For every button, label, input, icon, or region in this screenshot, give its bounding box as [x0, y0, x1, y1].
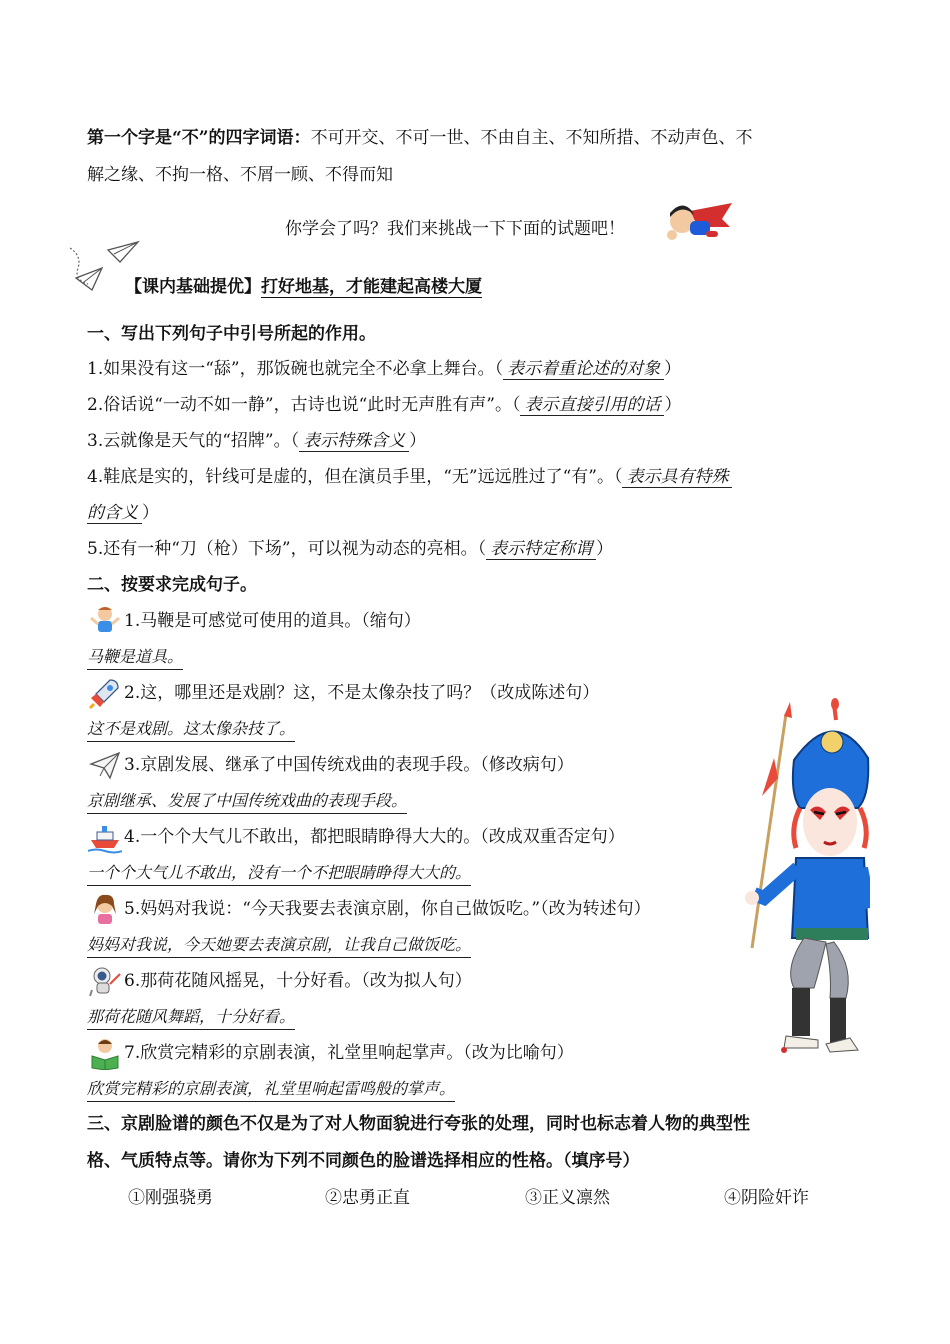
q1-answer-5: 表示特定称谓 [486, 539, 596, 560]
q1-answer-4: 表示具有特殊 [622, 467, 732, 488]
child-icon [88, 604, 122, 638]
intro-title: 第一个字是“不”的四字词语： [87, 128, 311, 148]
q1-item-1: 1.如果没有这一“舔”，那饭碗也就完全不必拿上舞台。（ 表示着重论述的对象 ） [87, 359, 682, 379]
q2-item-1: 1.马鞭是可感觉可使用的道具。（缩句） [124, 611, 421, 631]
reading-child-icon [88, 1036, 122, 1070]
intro-line-1 [87, 126, 753, 150]
peking-opera-figure-illustration [734, 698, 870, 1070]
q1-answer-2: 表示直接引用的话 [520, 395, 664, 416]
intro-words-2: 解之缘、不拘一格、不屑一顾、不得而知 [87, 165, 393, 185]
section-header-bracket: 【课内基础提优】 [125, 277, 261, 297]
q2-answer-3: 京剧继承、发展了中国传统戏曲的表现手段。 [87, 789, 407, 814]
challenge-text: 你学会了吗？我们来挑战一下下面的试题吧！ [285, 219, 625, 239]
q2-item-3: 3.京剧发展、继承了中国传统戏曲的表现手段。（修改病句） [124, 755, 574, 775]
q1-item-5: 5.还有一种“刀（枪）下场”，可以视为动态的亮相。（ 表示特定称谓 ） [87, 539, 614, 559]
q3-option-1: ①刚强骁勇 [128, 1188, 213, 1208]
q2-item-5: 5.妈妈对我说：“今天我要去表演京剧，你自己做饭吃。”（改为转述句） [124, 899, 651, 919]
q2-answer-4: 一个个大气儿不敢出，没有一个不把眼睛睁得大大的。 [87, 861, 471, 886]
q3-title-1: 三、京剧脸谱的颜色不仅是为了对人物面貌进行夸张的处理，同时也标志着人物的典型性 [87, 1114, 750, 1134]
superhero-icon [662, 197, 734, 249]
q2-item-2: 2.这，哪里还是戏剧？这，不是太像杂技了吗？（改成陈述句） [124, 683, 600, 703]
intro-words-1: 不可开交、不可一世、不由自主、不知所措、不动声色、不 [310, 128, 753, 148]
q1-answer-4b: 的含义 [87, 503, 142, 524]
q2-answer-5: 妈妈对我说，今天她要去表演京剧，让我自己做饭吃。 [87, 933, 471, 958]
q1-item-3: 3.云就像是天气的“招牌”。（ 表示特殊含义 ） [87, 431, 427, 451]
q1-answer-1: 表示着重论述的对象 [503, 359, 664, 380]
q3-option-4: ④阴险奸诈 [724, 1188, 809, 1208]
q1-item-4-cont: 的含义 ） [87, 503, 159, 523]
q1-item-2: 2.俗话说“一动不如一静”，古诗也说“此时无声胜有声”。（ 表示直接引用的话 ） [87, 395, 682, 415]
astronaut-icon [88, 964, 122, 998]
section-header [125, 272, 482, 297]
q1-title: 一、写出下列句子中引号所起的作用。 [87, 324, 376, 344]
q1-item-4: 4.鞋底是实的，针线可是虚的，但在演员手里，“无”远远胜过了“有”。（ 表示具有特殊 [87, 465, 732, 489]
q3-option-2: ②忠勇正直 [325, 1188, 410, 1208]
q2-answer-7: 欣赏完精彩的京剧表演，礼堂里响起雷鸣般的掌声。 [87, 1077, 455, 1102]
q3-option-3: ③正义凛然 [525, 1188, 610, 1208]
girl-icon [88, 892, 122, 926]
q2-answer-1: 马鞭是道具。 [87, 645, 183, 670]
section-header-slogan: 打好地基，才能建起高楼大厦 [261, 277, 482, 297]
q2-item-6: 6.那荷花随风摇晃，十分好看。（改为拟人句） [124, 971, 472, 991]
q2-title: 二、按要求完成句子。 [87, 575, 257, 595]
q3-title-2: 格、气质特点等。请你为下列不同颜色的脸谱选择相应的性格。（填序号） [87, 1151, 640, 1171]
q2-answer-6: 那荷花随风舞蹈，十分好看。 [87, 1005, 295, 1030]
q1-answer-3: 表示特殊含义 [299, 431, 409, 452]
q2-item-4: 4.一个个大气儿不敢出，都把眼睛睁得大大的。（改成双重否定句） [124, 827, 625, 847]
rocket-icon [88, 676, 122, 710]
q2-item-7: 7.欣赏完精彩的京剧表演，礼堂里响起掌声。（改为比喻句） [124, 1043, 574, 1063]
paper-plane-icon [88, 748, 122, 782]
q2-answer-2: 这不是戏剧。这太像杂技了。 [87, 717, 295, 742]
ship-icon [88, 820, 122, 854]
